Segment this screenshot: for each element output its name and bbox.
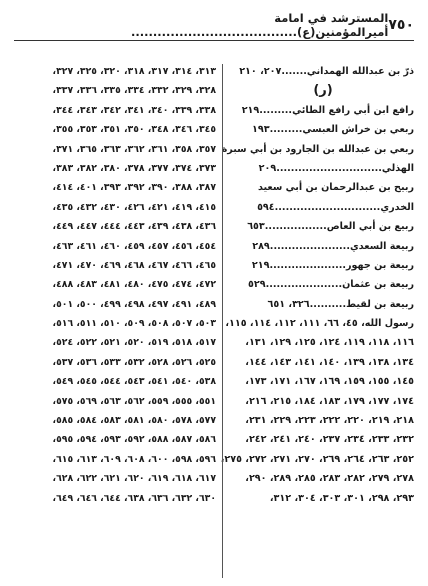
page-reference-line: ٣١٣، ٣١٤، ٣١٧، ٣١٨، ٣٢٠، ٣٢٥، ٣٢٧، [52, 66, 216, 77]
page-reference-line: ٤١٥، ٤١٩، ٤٢١، ٤٢٦، ٤٣٠، ٤٣٢، ٤٣٥، [52, 201, 216, 213]
index-entry: ١١٦، ١١٨، ١١٩، ١٢٤، ١٢٥، ١٢٩، ١٣١، [245, 337, 414, 349]
index-entry: ربيعة السعدي......................٢٨٩ [252, 240, 414, 252]
page-reference-line: ٦١٧، ٦١٨، ٦١٩، ٦٢٠، ٦٢١، ٦٢٢، ٦٢٨، [52, 473, 216, 485]
index-entry: ربعي بن خراش العبسي.........١٩٣ [252, 124, 414, 136]
page-reference-line: ٤٧٢، ٤٧٤، ٤٧٥، ٤٨٠، ٤٨١، ٤٨٣، ٤٨٨، [52, 279, 216, 291]
index-entry: ربيعة بن جهور.....................٢١٩ [251, 259, 414, 271]
index-entry: رافع ابن أبي رافع الطائي.........٢١٩ [241, 104, 414, 116]
page-reference-line: ٤٣٦، ٤٣٨، ٤٣٩، ٤٤٣، ٤٤٤، ٤٤٧، ٤٤٩، [52, 221, 216, 233]
index-entry: الهذلي.............................٢٠٩ [258, 162, 414, 174]
index-entry: ربيع بن أبي العاص.................٦٥٣ [247, 221, 414, 233]
page-reference-line: ٥٠٣، ٥٠٧، ٥٠٨، ٥٠٩، ٥١٠، ٥١١، ٥١٦، [52, 318, 216, 330]
index-column-right [220, 62, 414, 508]
page-reference-line: ٤٨٩، ٤٩١، ٤٩٧، ٤٩٨، ٤٩٩، ٥٠٠، ٥٠١، [52, 298, 216, 310]
index-entry: ٢٩٣، ٢٩٨، ٣٠١، ٣٠٣، ٣٠٤، ٣١٢، [269, 492, 414, 504]
page-reference-line: ٤٦٥، ٤٦٦، ٤٦٧، ٤٦٨، ٤٦٩، ٤٧٠، ٤٧١، [52, 259, 216, 271]
index-entry: ١٤٥، ١٥٥، ١٥٩، ١٦٩، ١٦٧، ١٧١، ١٧٣، [245, 376, 414, 388]
page-reference-line: ٣٣٨، ٣٣٩، ٣٤٠، ٣٤١، ٣٤٢، ٣٤٣، ٣٤٤، [52, 104, 216, 116]
page-reference-line: ٤٥٤، ٤٥٦، ٤٥٧، ٤٥٩، ٤٦٠، ٤٦١، ٤٦٣، [52, 240, 216, 252]
header-rule [14, 40, 414, 41]
index-entry: ٢٧٨، ٢٧٩، ٢٨٢، ٢٨٣، ٢٨٥، ٢٨٩، ٢٩٠، [245, 473, 414, 485]
index-entry: ١٣٤، ١٣٨، ١٣٩، ١٤٠، ١٤١، ١٤٣، ١٤٤، [245, 356, 414, 368]
page-reference-line: ٣٢٨، ٣٢٩، ٣٣٢، ٣٣٤، ٣٣٥، ٣٣٦، ٣٣٧، [52, 85, 216, 97]
page-reference-line: ٥٣٨، ٥٤٠، ٥٤١، ٥٤٣، ٥٤٤، ٥٤٥، ٥٤٩، [52, 376, 216, 388]
index-entry: ربيح بن عبدالرحمان بن أبي سعيد [257, 182, 414, 194]
page-reference-line: ٥٧٧، ٥٧٨، ٥٨٠، ٥٨١، ٥٨٣، ٥٨٤، ٥٨٥، [52, 415, 216, 427]
page-reference-line: ٥١٧، ٥١٨، ٥١٩، ٥٢٠، ٥٢١، ٥٢٢، ٥٢٤، [52, 337, 216, 349]
index-entry: ربيعة بن لقيط..........٣٢٦، ٦٥١ [267, 298, 414, 310]
index-column-left [18, 62, 216, 508]
running-title: المسترشد في امامة أميرالمؤمنين(ع)...................................... [131, 11, 389, 39]
page-reference-line: ٣٤٥، ٣٤٦، ٣٤٨، ٣٥٠، ٣٥١، ٣٥٣، ٣٥٥، [52, 124, 216, 136]
page-reference-line: ٣٨٧، ٣٨٨، ٣٩٠، ٣٩٢، ٣٩٣، ٤٠١، ٤١٤، [52, 182, 216, 194]
page-reference-line: ٣٧٣، ٣٧٤، ٣٧٧، ٣٧٨، ٣٨٠، ٣٨٢، ٣٨٣، [52, 162, 216, 174]
page-number: ٧٥٠ [388, 17, 414, 33]
page-reference-line: ٥٥١، ٥٥٥، ٥٥٩، ٥٦٢، ٥٦٣، ٥٦٩، ٥٧٥، [52, 395, 216, 407]
page-reference-line: ٥٩٦، ٥٩٨، ٦٠٠، ٦٠٨، ٦٠٩، ٦١٣، ٦١٥، [52, 453, 216, 465]
index-entry: ذرّ بن عبدالله الهمداني.......٢٠٧، ٢١٠ [239, 66, 414, 77]
index-entry: ٢٥٢، ٢٦٣، ٢٦٤، ٢٦٩، ٢٧٠، ٢٧١، ٢٧٢، ٢٧٥، [220, 453, 414, 465]
column-divider [222, 64, 223, 578]
page-header [18, 11, 414, 39]
index-entry: الخدري.............................٥٩٤ [257, 201, 414, 213]
index-entry: ربيعة بن عثمان.....................٥٢٩ [248, 279, 414, 291]
section-letter-heading: (ر) [313, 83, 333, 99]
index-entry: ربعي بن عبدالله بن الجارود بن أبي سبرة [221, 143, 414, 155]
index-entry: ١٧٤، ١٧٧، ١٧٩، ١٨٣، ١٨٤، ٢١٥، ٢١٦، [245, 395, 414, 407]
page-reference-line: ٦٣٠، ٦٣٢، ٦٣٦، ٦٣٨، ٦٤٤، ٦٤٦، ٦٤٩، [52, 492, 216, 504]
index-entry: رسول الله، ٤٥، ٦٦، ١١١، ١١٢، ١١٤، ١١٥، [225, 318, 414, 330]
index-entry: ٢١٨، ٢١٩، ٢٢٠، ٢٢٢، ٢٢٣، ٢٢٩، ٢٣١، [245, 415, 414, 427]
index-entry: ٢٣٢، ٢٣٣، ٢٣٤، ٢٣٧، ٢٤٠، ٢٤١، ٢٤٢، [245, 434, 414, 446]
page-reference-line: ٣٥٧، ٣٥٨، ٣٦١، ٣٦٢، ٣٦٣، ٣٦٥، ٣٧١، [52, 143, 216, 155]
page-reference-line: ٥٢٥، ٥٢٦، ٥٢٨، ٥٣٢، ٥٣٣، ٥٣٦، ٥٣٧، [52, 356, 216, 368]
page-reference-line: ٥٨٦، ٥٨٧، ٥٨٨، ٥٩٢، ٥٩٣، ٥٩٤، ٥٩٥، [52, 434, 216, 446]
